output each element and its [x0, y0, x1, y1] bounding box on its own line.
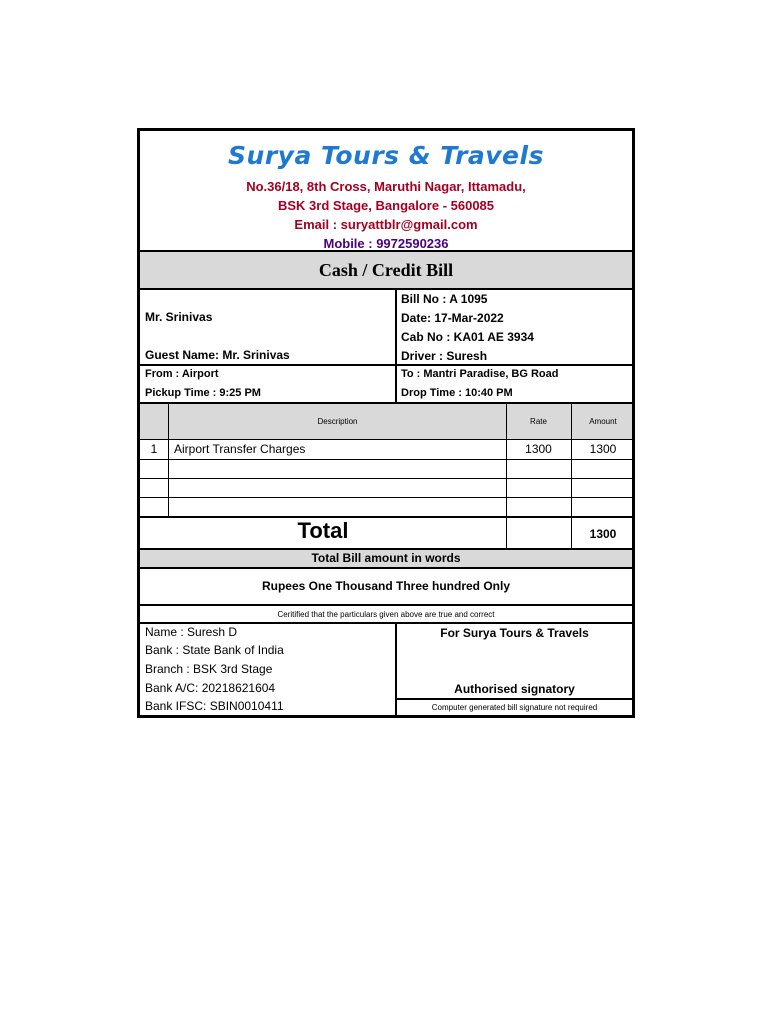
column-line [506, 404, 507, 549]
row-rate: 1300 [525, 442, 552, 456]
certification-text: Ceritified that the particulars given above are true and correct [277, 610, 495, 619]
rate-header: Rate [530, 417, 547, 426]
divider [140, 497, 632, 498]
drop-time: Drop Time : 10:40 PM [401, 387, 513, 399]
divider [140, 478, 632, 479]
to-location: To : Mantri Paradise, BG Road [401, 368, 559, 380]
from-location: From : Airport [145, 368, 219, 380]
row-serial: 1 [150, 442, 158, 456]
bill-title: Cash / Credit Bill [318, 260, 454, 280]
authorised-signatory: Authorised signatory [454, 682, 575, 696]
divider [140, 364, 632, 366]
company-name: Surya Tours & Travels [228, 141, 544, 170]
total-amount: 1300 [589, 527, 617, 541]
bank-account-number: Bank A/C: 20218621604 [145, 681, 276, 695]
amount-header: Amount [589, 417, 617, 426]
divider [140, 439, 632, 440]
divider [140, 567, 632, 569]
account-holder-name: Name : Suresh D [145, 625, 238, 639]
mobile-text: Mobile : 9972590236 [323, 236, 449, 251]
column-line [168, 404, 169, 517]
total-label: Total [297, 518, 349, 543]
guest-name: Guest Name: Mr. Srinivas [145, 348, 290, 362]
pickup-time: Pickup Time : 9:25 PM [145, 387, 261, 399]
divider [140, 622, 632, 624]
signature-note: Computer generated bill signature not required [431, 703, 598, 712]
row-description: Airport Transfer Charges [174, 442, 306, 456]
bill-number: Bill No : A 1095 [401, 292, 488, 306]
divider [395, 366, 397, 402]
row-amount: 1300 [589, 442, 617, 456]
address-line-2: BSK 3rd Stage, Bangalore - 560085 [277, 198, 495, 213]
divider [397, 698, 632, 700]
email-text: Email : suryattblr@gmail.com [294, 217, 478, 232]
divider [395, 290, 397, 364]
bank-name: Bank : State Bank of India [145, 643, 284, 657]
address-line-1: No.36/18, 8th Cross, Maruthi Nagar, Ittamadu, [246, 179, 526, 194]
driver-name: Driver : Suresh [401, 349, 488, 363]
customer-name: Mr. Srinivas [145, 310, 213, 324]
signature-company: For Surya Tours & Travels [440, 626, 589, 640]
bank-ifsc: Bank IFSC: SBIN0010411 [145, 699, 284, 713]
divider [140, 288, 632, 290]
amount-in-words-value: Rupees One Thousand Three hundred Only [261, 579, 511, 593]
amount-in-words-label: Total Bill amount in words [311, 551, 461, 565]
bank-branch: Branch : BSK 3rd Stage [145, 662, 273, 676]
description-header: Description [317, 417, 358, 426]
bill-date: Date: 17-Mar-2022 [401, 311, 504, 325]
cab-number: Cab No : KA01 AE 3934 [401, 330, 534, 344]
bill-document [137, 128, 635, 718]
divider [140, 459, 632, 460]
divider [140, 604, 632, 606]
